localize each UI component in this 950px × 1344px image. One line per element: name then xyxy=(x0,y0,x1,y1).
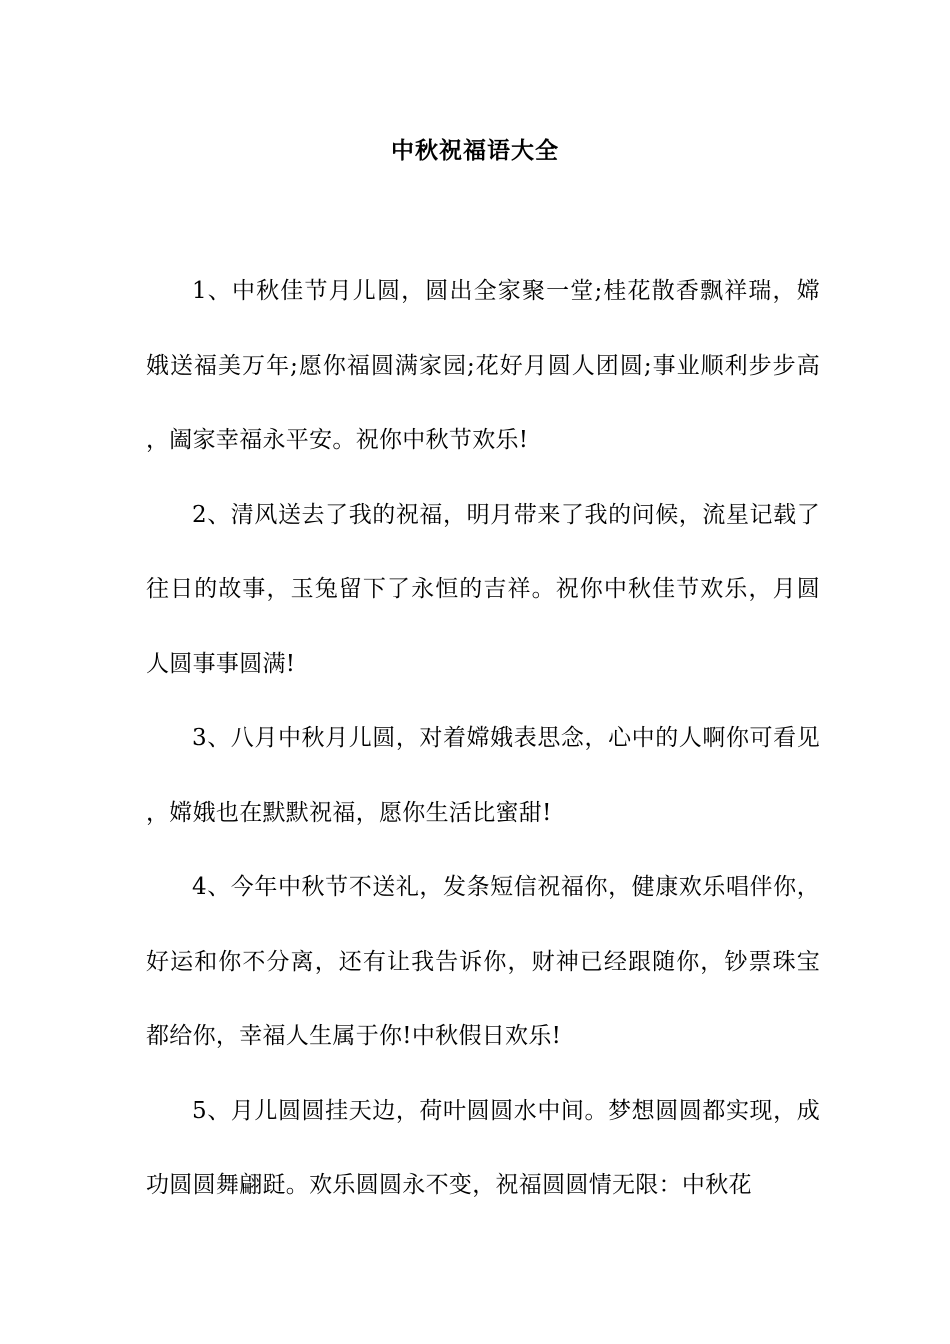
paragraph-1: 1、中秋佳节月儿圆，圆出全家聚一堂;桂花散香飘祥瑞，嫦娥送福美万年;愿你福圆满家园;花好月圆人团圆;事业顺利步步高，阖家幸福永平安。祝你中秋节欢乐! xyxy=(146,278,820,453)
paragraph-5: 5、月儿圆圆挂天边，荷叶圆圆水中间。梦想圆圆都实现，成功圆圆舞翩跹。欢乐圆圆永不变，祝福圆圆情无限：中秋花 xyxy=(146,1097,820,1198)
paragraph-4: 4、今年中秋节不送礼，发条短信祝福你，健康欢乐唱伴你，好运和你不分离，还有让我告诉你，财神已经跟随你，钞票珠宝都给你，幸福人生属于你!中秋假日欢乐! xyxy=(146,874,820,1049)
paragraph-3: 3、八月中秋月儿圆，对着嫦娥表思念，心中的人啊你可看见，嫦娥也在默默祝福，愿你生活比蜜甜! xyxy=(146,725,820,826)
document-body xyxy=(146,254,820,1223)
document-title: 中秋祝福语大全 xyxy=(391,137,559,164)
paragraph-2: 2、清风送去了我的祝福，明月带来了我的问候，流星记载了往日的故事，玉兔留下了永恒的吉祥。祝你中秋佳节欢乐，月圆人圆事事圆满! xyxy=(146,501,820,677)
